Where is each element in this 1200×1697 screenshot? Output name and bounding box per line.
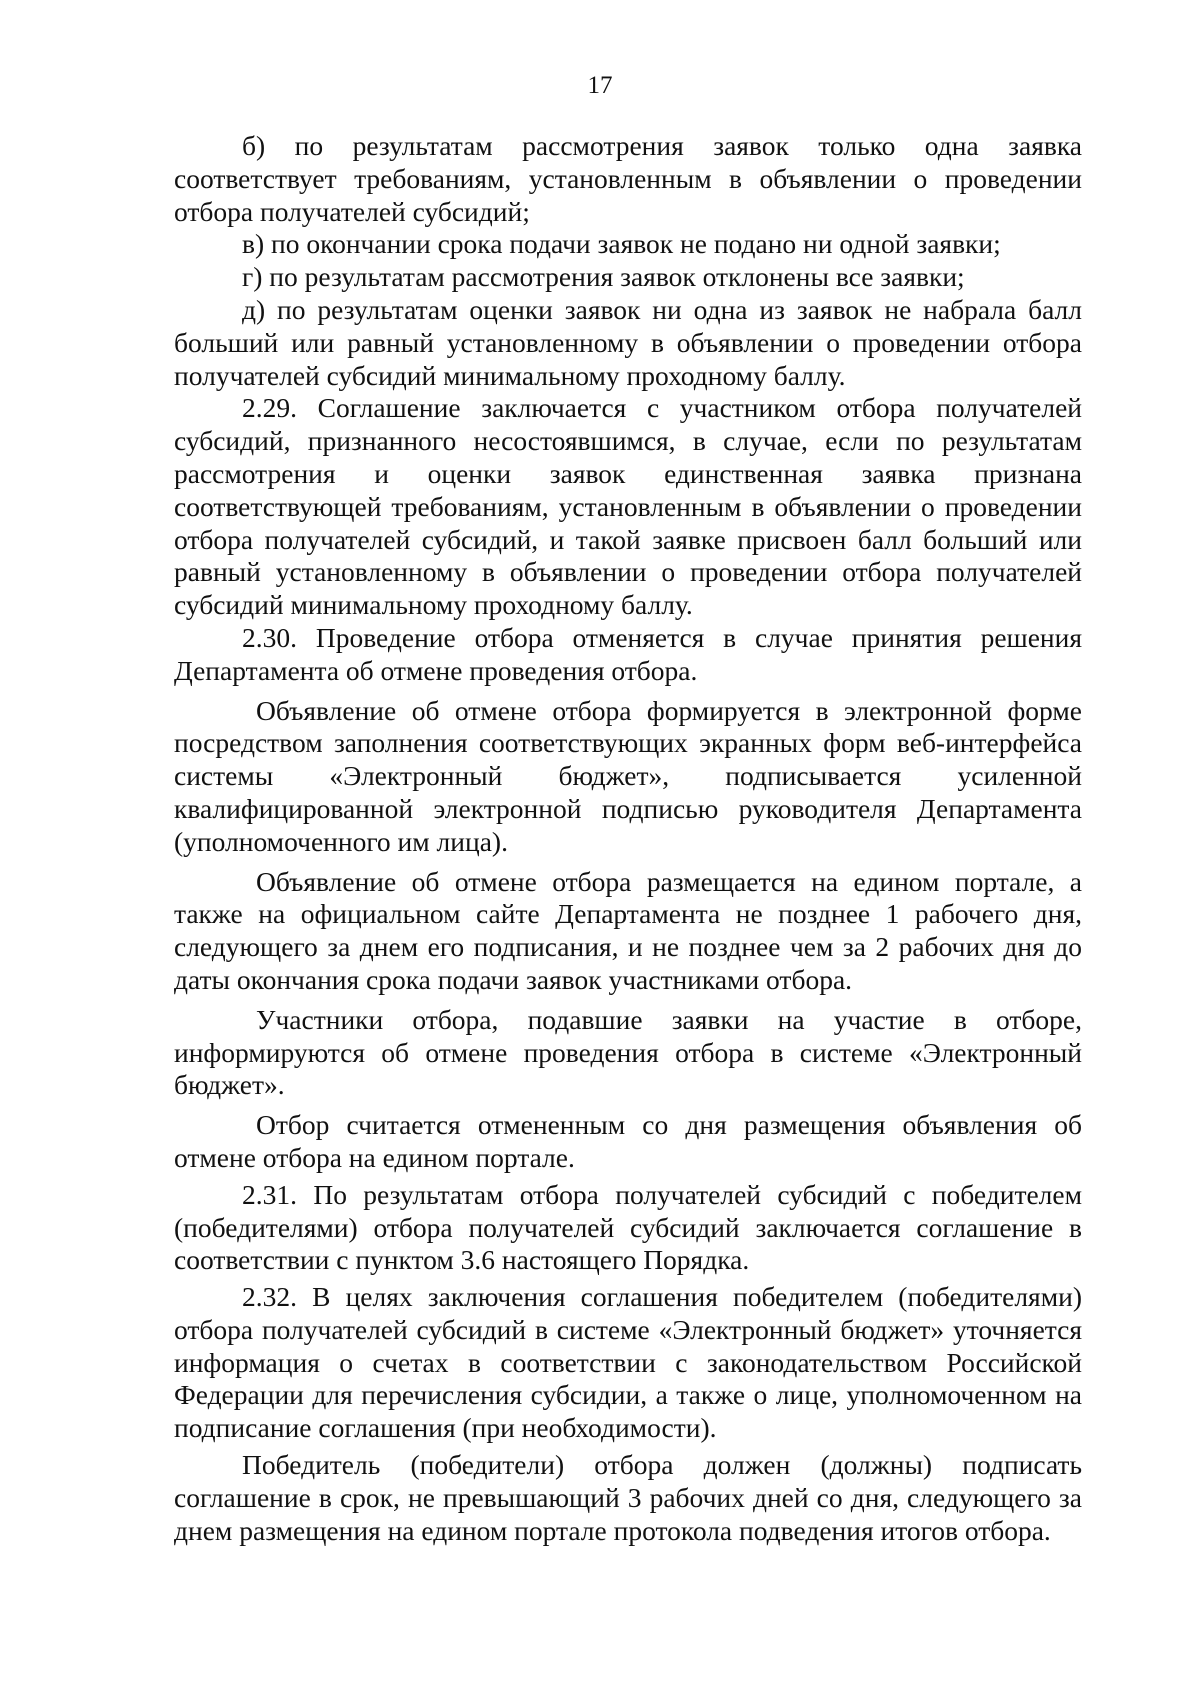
paragraph-cancel-announcement-posting: Объявление об отмене отбора размещается на едином портале, а также на официальном сайте Департамента не позднее 1 рабочего дня, следующего за днем его подписания, и не позднее чем за 2 рабочих дня до даты окончания срока подачи заявок участниками отбора. <box>174 865 1082 995</box>
paragraph-selection-cancelled: Отбор считается отмененным со дня размещения объявления об отмене отбора на едином портале. <box>174 1109 1082 1173</box>
document-body <box>174 130 1082 1547</box>
paragraph-cancel-announcement-form: Объявление об отмене отбора формируется в электронной форме посредством заполнения соответствующих экранных форм веб-интерфейса системы «Электронный бюджет», подписывается усиленной квалифицированной электронной подписью руководителя Департамента (уполномоченного им лица). <box>174 694 1082 857</box>
paragraph-2-30: 2.30. Проведение отбора отменяется в случае принятия решения Департамента об отмене проведения отбора. <box>174 621 1082 686</box>
page-number: 17 <box>587 72 613 99</box>
paragraph-2-32: 2.32. В целях заключения соглашения победителем (победителями) отбора получателей субсидий в системе «Электронный бюджет» уточняется информация о счетах в соответствии с законодательством Российской Федерации для перечисления субсидии, а также о лице, уполномоченном на подписание соглашения (при необходимости). <box>174 1281 1082 1444</box>
paragraph-item-v: в) по окончании срока подачи заявок не подано ни одной заявки; <box>242 228 1001 260</box>
paragraph-item-b: б) по результатам рассмотрения заявок только одна заявка соответствует требованиям, установленным в объявлении о проведении отбора получателей субсидий; <box>174 130 1082 227</box>
paragraph-item-d: д) по результатам оценки заявок ни одна из заявок не набрала балл больший или равный установленному в объявлении о проведении отбора получателей субсидий минимальному проходному баллу. <box>174 293 1082 391</box>
paragraph-2-29: 2.29. Соглашение заключается с участником отбора получателей субсидий, признанного несостоявшимся, в случае, если по результатам рассмотрения и оценки заявок единственная заявка признана соответствующей требованиям, установленным в объявлении о проведении отбора получателей субсидий, и такой заявке присвоен балл больший или равный установленному в объявлении о проведении отбора получателей субсидий минимальному проходному баллу. <box>174 392 1082 621</box>
paragraph-2-31: 2.31. По результатам отбора получателей субсидий с победителем (победителями) отбора получателей субсидий заключается соглашение в соответствии с пунктом 3.6 настоящего Порядка. <box>174 1178 1082 1276</box>
paragraph-winner-signing: Победитель (победители) отбора должен (должны) подписать соглашение в срок, не превышающий 3 рабочих дней со дня, следующего за днем размещения на едином портале протокола подведения итогов отбора. <box>174 1449 1082 1546</box>
paragraph-item-g: г) по результатам рассмотрения заявок отклонены все заявки; <box>242 261 965 293</box>
paragraph-participants-informed: Участники отбора, подавшие заявки на участие в отборе, информируются об отмене проведения отбора в системе «Электронный бюджет». <box>174 1003 1082 1101</box>
